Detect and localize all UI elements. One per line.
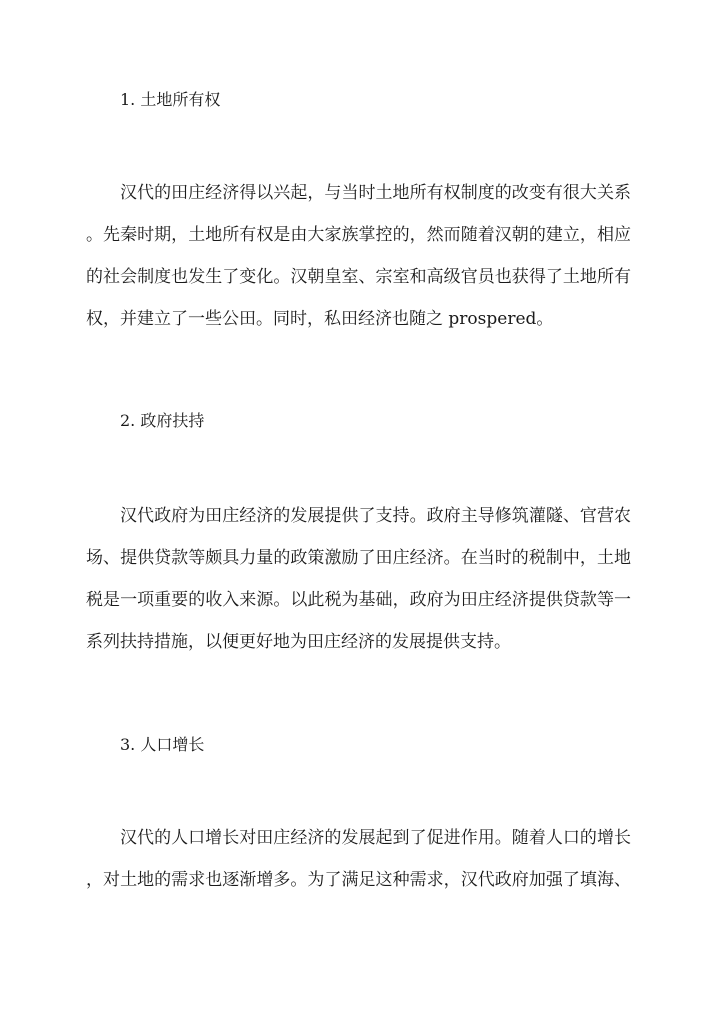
paragraph-line: 税是一项重要的收入来源。以此税为基础，政府为田庄经济提供贷款等一 [86, 590, 631, 610]
paragraph-line: 汉代政府为田庄经济的发展提供了支持。政府主导修筑灌隧、官营农 [120, 506, 631, 526]
paragraph-line: 汉代的田庄经济得以兴起，与当时土地所有权制度的改变有很大关系 [120, 183, 631, 203]
section-paragraph-2 [86, 506, 631, 674]
paragraph-line: 权，并建立了一些公田。同时，私田经济也随之 prospered。 [86, 309, 554, 329]
paragraph-line: 的社会制度也发生了变化。汉朝皇室、宗室和高级官员也获得了土地所有 [86, 267, 631, 287]
section-paragraph-1 [86, 183, 631, 351]
section-heading-2: 2. 政府扶持 [120, 411, 205, 430]
section-heading-1: 1. 土地所有权 [120, 90, 221, 109]
paragraph-line: 系列扶持措施，以便更好地为田庄经济的发展提供支持。 [86, 632, 511, 652]
paragraph-line: 场、提供贷款等颇具力量的政策激励了田庄经济。在当时的税制中，土地 [86, 548, 631, 568]
section-heading-3: 3. 人口增长 [120, 735, 205, 754]
section-paragraph-3 [86, 828, 631, 912]
paragraph-line: 汉代的人口增长对田庄经济的发展起到了促进作用。随着人口的增长 [120, 828, 631, 848]
paragraph-line: 。先秦时期，土地所有权是由大家族掌控的，然而随着汉朝的建立，相应 [86, 225, 631, 245]
paragraph-line: ，对土地的需求也逐渐增多。为了满足这种需求，汉代政府加强了填海、 [86, 870, 631, 890]
